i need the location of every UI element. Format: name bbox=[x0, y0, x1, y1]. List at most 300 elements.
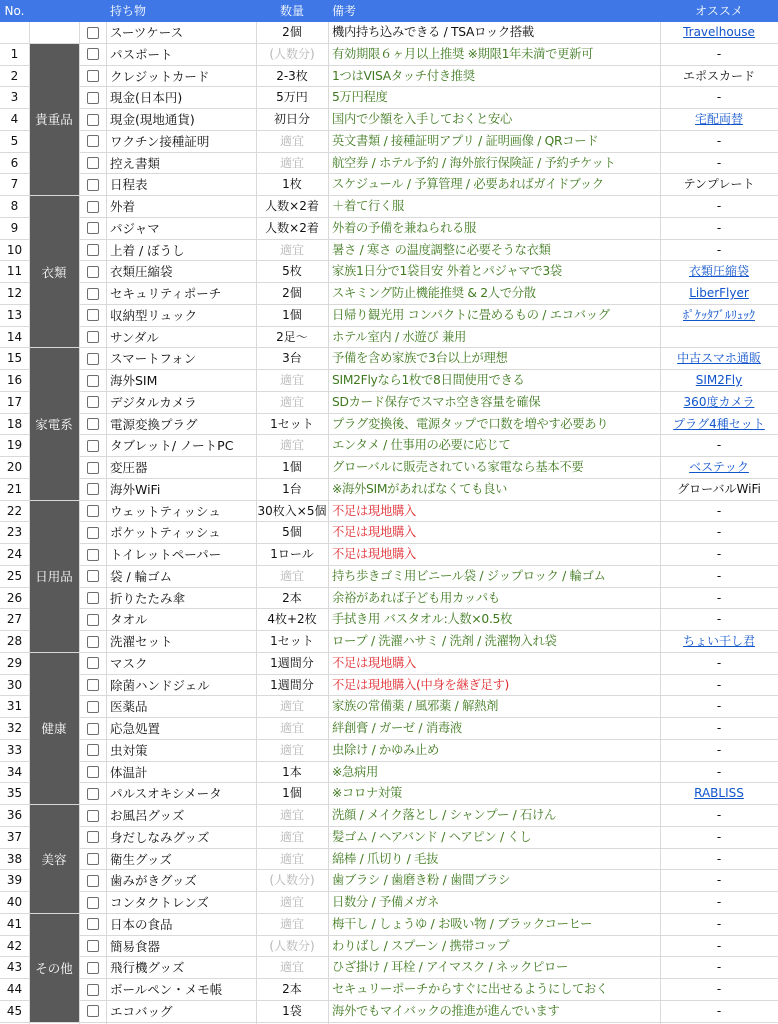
note: セキュリーポーチからすぐに出せるようにしておく bbox=[332, 982, 608, 996]
recommend: - bbox=[716, 46, 722, 61]
packed-checkbox[interactable] bbox=[87, 201, 99, 213]
quantity: 適宜 bbox=[279, 438, 304, 453]
checkbox-cell bbox=[79, 305, 106, 327]
row-number: 5 bbox=[10, 133, 19, 148]
header-checkbox bbox=[29, 0, 106, 22]
packed-checkbox[interactable] bbox=[87, 570, 99, 582]
note: 洗顔 / メイク落とし / シャンプー / 石けん bbox=[332, 808, 557, 822]
quantity: 2個 bbox=[282, 25, 302, 39]
checkbox-cell bbox=[79, 87, 106, 109]
recommend: - bbox=[716, 590, 722, 605]
item-name: 収納型リュック bbox=[110, 307, 198, 323]
item-name: セキュリティポーチ bbox=[110, 286, 222, 301]
row-number: 21 bbox=[6, 481, 23, 496]
recommend: - bbox=[716, 655, 722, 670]
packed-checkbox[interactable] bbox=[87, 636, 99, 648]
packed-checkbox[interactable] bbox=[87, 396, 99, 408]
item-name: 身だしなみグッズ bbox=[110, 829, 210, 845]
recommend: - bbox=[716, 612, 722, 627]
recommend: - bbox=[716, 982, 722, 996]
note: 暑さ / 寒さ の温度調整に必要そうな衣類 bbox=[332, 242, 551, 257]
note: 手拭き用 バスタオル:人数×0.5枚 bbox=[332, 612, 513, 627]
packed-checkbox[interactable] bbox=[87, 353, 99, 365]
packed-checkbox[interactable] bbox=[87, 679, 99, 691]
checkbox-cell bbox=[79, 174, 106, 196]
checkbox-cell bbox=[79, 435, 106, 457]
packed-checkbox[interactable] bbox=[87, 462, 99, 474]
checkbox-cell bbox=[79, 609, 106, 631]
item-name: 海外WiFi bbox=[110, 481, 161, 497]
item-name: 除菌ハンドジェル bbox=[110, 677, 210, 693]
packed-checkbox[interactable] bbox=[87, 244, 99, 256]
column-divider bbox=[29, 22, 30, 1024]
checkbox-cell bbox=[79, 479, 106, 501]
row-number: 28 bbox=[6, 634, 23, 648]
quantity: 30枚入×5個 bbox=[257, 503, 327, 518]
column-divider bbox=[256, 22, 257, 1024]
packed-checkbox[interactable] bbox=[87, 309, 99, 321]
note: ＋着て行く服 bbox=[332, 199, 404, 213]
row-number: 11 bbox=[6, 264, 23, 279]
item-name: 外着 bbox=[110, 199, 136, 214]
item-name: 袋 / 輪ゴム bbox=[110, 568, 173, 584]
quantity: 1セット bbox=[270, 416, 314, 431]
row-number: 33 bbox=[6, 742, 23, 757]
checkbox-cell bbox=[79, 740, 106, 762]
note: プラグ変換後、電源タップで口数を増やす必要あり bbox=[332, 416, 609, 431]
recommend: - bbox=[716, 808, 722, 822]
note: わりばし / スプーン / 携帯コップ bbox=[332, 938, 510, 953]
checkbox-cell bbox=[79, 544, 106, 566]
packed-checkbox[interactable] bbox=[87, 657, 99, 669]
recommend: - bbox=[716, 829, 722, 844]
item-name: 変圧器 bbox=[110, 460, 148, 475]
row-number: 39 bbox=[6, 873, 23, 888]
recommend: - bbox=[716, 547, 722, 561]
checkbox-cell bbox=[79, 196, 106, 218]
item-name: 上着 / ぼうし bbox=[110, 242, 185, 258]
row-number: 18 bbox=[6, 416, 23, 431]
note: 持ち歩きゴミ用ビニール袋 / ジップロック / 輪ゴム bbox=[332, 568, 606, 583]
packed-checkbox[interactable] bbox=[87, 222, 99, 234]
item-name: スーツケース bbox=[110, 25, 184, 40]
recommend: - bbox=[716, 764, 722, 779]
packed-checkbox[interactable] bbox=[87, 92, 99, 104]
row-number: 1 bbox=[10, 46, 19, 61]
packed-checkbox[interactable] bbox=[87, 135, 99, 147]
checkbox-cell bbox=[79, 131, 106, 153]
packed-checkbox[interactable] bbox=[87, 483, 99, 495]
quantity: 適宜 bbox=[279, 808, 304, 822]
checkbox-cell bbox=[79, 653, 106, 675]
quantity: 適宜 bbox=[279, 742, 304, 757]
quantity: 1個 bbox=[282, 460, 302, 474]
packed-checkbox[interactable] bbox=[87, 505, 99, 517]
checkbox-cell bbox=[79, 370, 106, 392]
note: 綿棒 / 爪切り / 毛抜 bbox=[332, 851, 439, 866]
packed-checkbox[interactable] bbox=[87, 614, 99, 626]
checkbox-cell bbox=[79, 566, 106, 588]
note: ※急病用 bbox=[332, 764, 378, 779]
item-name: タオル bbox=[110, 612, 148, 628]
packed-checkbox[interactable] bbox=[87, 766, 99, 778]
note: 虫除け / かゆみ止め bbox=[332, 742, 440, 757]
item-name: ウェットティッシュ bbox=[110, 503, 221, 519]
recommend: - bbox=[716, 90, 722, 105]
packed-checkbox[interactable] bbox=[87, 592, 99, 604]
quantity: 適宜 bbox=[279, 851, 304, 866]
quantity: 適宜 bbox=[279, 699, 304, 714]
row-number bbox=[0, 22, 29, 44]
item-name: タブレット/ ノートPC bbox=[110, 438, 234, 454]
row-number: 13 bbox=[6, 307, 23, 322]
item-name: 電源変換プラグ bbox=[110, 416, 198, 432]
row-number: 25 bbox=[6, 568, 23, 583]
item-name: 飛行機グッズ bbox=[110, 960, 185, 976]
row-number: 40 bbox=[6, 895, 23, 909]
packed-checkbox[interactable] bbox=[87, 853, 99, 865]
row-number: 41 bbox=[6, 916, 23, 931]
item-name: 歯みがきグッズ bbox=[110, 873, 197, 889]
checkbox-cell bbox=[79, 283, 106, 305]
note: 英文書類 / 接種証明アプリ / 証明画像 / QRコード bbox=[332, 133, 599, 148]
packed-checkbox[interactable] bbox=[87, 375, 99, 387]
quantity: 1枚 bbox=[282, 177, 302, 192]
quantity: 適宜 bbox=[279, 133, 304, 148]
column-divider bbox=[106, 22, 107, 1024]
quantity: 適宜 bbox=[279, 373, 304, 387]
quantity: 5枚 bbox=[282, 264, 302, 279]
note: 家族の常備薬 / 風邪薬 / 解熱剤 bbox=[332, 699, 499, 714]
item-name: お風呂グッズ bbox=[110, 808, 185, 823]
note: ロープ / 洗濯ハサミ / 洗剤 / 洗濯物入れ袋 bbox=[332, 634, 557, 648]
category-label: 日用品 bbox=[29, 501, 79, 652]
header-qty: 数量 bbox=[256, 0, 328, 22]
recommend bbox=[660, 327, 778, 349]
quantity: (人数分) bbox=[269, 938, 315, 953]
packed-checkbox[interactable] bbox=[87, 418, 99, 430]
checkbox-cell bbox=[79, 936, 106, 958]
checkbox-cell bbox=[79, 501, 106, 523]
packed-checkbox[interactable] bbox=[87, 440, 99, 452]
recommend: - bbox=[716, 503, 722, 518]
checkbox-cell bbox=[79, 892, 106, 914]
row-number: 45 bbox=[6, 1003, 23, 1018]
recommend-link[interactable]: 中古スマホ通販 bbox=[677, 351, 761, 366]
recommend: - bbox=[716, 916, 722, 931]
recommend: エポスカード bbox=[682, 68, 755, 83]
category-label: 家電系 bbox=[29, 348, 79, 499]
row-number: 31 bbox=[6, 699, 23, 714]
packed-checkbox[interactable] bbox=[87, 875, 99, 887]
row-number: 27 bbox=[6, 612, 23, 627]
note: 国内で少額を入手しておくと安心 bbox=[332, 112, 512, 126]
item-name: 控え書類 bbox=[110, 155, 161, 171]
header-no: No. bbox=[0, 0, 29, 22]
checkbox-cell bbox=[79, 805, 106, 827]
row-number: 2 bbox=[10, 68, 19, 83]
recommend: - bbox=[716, 155, 722, 170]
quantity: 1週間分 bbox=[270, 677, 314, 692]
checkbox-cell bbox=[79, 696, 106, 718]
packed-checkbox[interactable] bbox=[87, 48, 99, 60]
row-number: 30 bbox=[6, 677, 23, 692]
packed-checkbox[interactable] bbox=[87, 962, 99, 974]
packed-checkbox[interactable] bbox=[87, 27, 99, 39]
row-number: 7 bbox=[10, 177, 19, 192]
item-name: コンタクトレンズ bbox=[110, 895, 209, 910]
note: 不足は現地購入 bbox=[332, 525, 416, 540]
row-number: 36 bbox=[6, 808, 23, 822]
quantity: 5個 bbox=[282, 525, 302, 540]
recommend-link[interactable]: 360度カメラ bbox=[683, 394, 755, 409]
recommend: - bbox=[716, 1003, 722, 1018]
quantity: 2本 bbox=[282, 982, 302, 996]
note: 梅干し / しょうゆ / お吸い物 / ブラックコーヒー bbox=[332, 916, 593, 931]
quantity: 2個 bbox=[282, 286, 302, 300]
quantity: 人数×2着 bbox=[265, 199, 319, 213]
recommend-link[interactable]: ちょい干し君 bbox=[682, 634, 755, 648]
row-number: 10 bbox=[6, 242, 23, 257]
packed-checkbox[interactable] bbox=[87, 288, 99, 300]
note: SDカード保存でスマホ空き容量を確保 bbox=[332, 394, 541, 409]
checkbox-cell bbox=[79, 588, 106, 610]
packed-checkbox[interactable] bbox=[87, 810, 99, 822]
item-name: ポケットティッシュ bbox=[110, 525, 221, 541]
recommend: テンプレート bbox=[683, 177, 755, 192]
checkbox-cell bbox=[79, 827, 106, 849]
note: ※コロナ対策 bbox=[332, 786, 402, 801]
note: 髪ゴム / ヘアバンド / ヘアピン / くし bbox=[332, 829, 532, 844]
recommend-link[interactable]: SIM2Fly bbox=[695, 373, 743, 387]
row-number: 22 bbox=[6, 503, 23, 518]
item-name: パルスオキシメータ bbox=[110, 786, 222, 802]
note: 日帰り観光用 コンパクトに畳めるもの / エコバッグ bbox=[332, 307, 610, 322]
quantity: 2足〜 bbox=[276, 329, 308, 344]
note: ひざ掛け / 耳栓 / アイマスク / ネックピロー bbox=[332, 960, 569, 975]
row-number: 35 bbox=[6, 786, 23, 801]
packed-checkbox[interactable] bbox=[87, 527, 99, 539]
recommend: - bbox=[716, 721, 722, 735]
quantity: 適宜 bbox=[279, 829, 304, 844]
row-divider bbox=[0, 1022, 778, 1023]
recommend: - bbox=[716, 873, 722, 888]
quantity: 適宜 bbox=[279, 155, 304, 170]
quantity: 初日分 bbox=[273, 112, 310, 126]
note: 歯ブラシ / 歯磨き粉 / 歯間ブラシ bbox=[332, 873, 511, 888]
item-name: パジャマ bbox=[110, 220, 160, 236]
row-number: 14 bbox=[6, 329, 23, 344]
item-name: ワクチン接種証明 bbox=[110, 133, 210, 149]
checkbox-cell bbox=[79, 522, 106, 544]
quantity: 1週間分 bbox=[270, 655, 314, 670]
checkbox-cell bbox=[79, 718, 106, 740]
row-number: 32 bbox=[6, 721, 23, 735]
checkbox-cell bbox=[79, 457, 106, 479]
item-name: 海外SIM bbox=[110, 373, 158, 388]
row-number: 3 bbox=[10, 90, 19, 105]
recommend: - bbox=[716, 677, 722, 692]
note: 5万円程度 bbox=[332, 90, 388, 105]
item-name: 虫対策 bbox=[110, 742, 148, 758]
recommend: - bbox=[716, 960, 722, 975]
item-name: 現金(現地通貨) bbox=[110, 112, 195, 127]
note: ※海外SIMがあればなくても良い bbox=[332, 481, 508, 496]
recommend-link[interactable]: プラグ4種セット bbox=[673, 416, 765, 431]
recommend: - bbox=[716, 699, 722, 714]
packed-checkbox[interactable] bbox=[87, 157, 99, 169]
quantity: (人数分) bbox=[269, 46, 315, 61]
quantity: 3台 bbox=[282, 351, 302, 366]
recommend-link[interactable]: LiberFlyer bbox=[689, 286, 749, 300]
row-number: 37 bbox=[6, 829, 23, 844]
item-name: 体温計 bbox=[110, 764, 148, 780]
recommend: - bbox=[716, 242, 722, 257]
checkbox-cell bbox=[79, 870, 106, 892]
quantity: 1本 bbox=[282, 764, 302, 779]
recommend-link[interactable]: 宅配両替 bbox=[694, 112, 743, 126]
quantity: (人数分) bbox=[269, 873, 315, 888]
checkbox-cell bbox=[79, 22, 106, 44]
item-name: パスポート bbox=[110, 46, 173, 62]
recommend-link[interactable]: 衣類圧縮袋 bbox=[688, 264, 749, 279]
checkbox-cell bbox=[79, 327, 106, 349]
row-number: 20 bbox=[6, 460, 23, 474]
quantity: 2-3枚 bbox=[276, 68, 308, 83]
packed-checkbox[interactable] bbox=[87, 266, 99, 278]
item-name: サンダル bbox=[110, 329, 159, 345]
recommend: - bbox=[716, 199, 722, 213]
packed-checkbox[interactable] bbox=[87, 549, 99, 561]
item-name: スマートフォン bbox=[110, 351, 197, 367]
row-number: 9 bbox=[10, 220, 19, 235]
packed-checkbox[interactable] bbox=[87, 179, 99, 191]
quantity: 適宜 bbox=[279, 721, 304, 735]
row-number: 8 bbox=[10, 199, 19, 213]
checkbox-cell bbox=[79, 849, 106, 871]
row-number: 12 bbox=[6, 286, 23, 300]
recommend-link[interactable]: Travelhouse bbox=[683, 25, 755, 39]
note: 機内持ち込みできる / TSAロック搭載 bbox=[332, 25, 534, 39]
packed-checkbox[interactable] bbox=[87, 114, 99, 126]
row-number: 42 bbox=[6, 938, 23, 953]
note: 絆創膏 / ガーゼ / 消毒液 bbox=[332, 721, 462, 735]
row-number: 44 bbox=[6, 982, 23, 996]
packed-checkbox[interactable] bbox=[87, 331, 99, 343]
category-label: 健康 bbox=[29, 653, 79, 804]
header-note: 備考 bbox=[328, 0, 660, 22]
recommend: グローバルWiFi bbox=[677, 481, 761, 496]
checkbox-cell bbox=[79, 240, 106, 262]
packed-checkbox[interactable] bbox=[87, 940, 99, 952]
packed-checkbox[interactable] bbox=[87, 984, 99, 996]
note: ホテル室内 / 水遊び 兼用 bbox=[332, 329, 467, 344]
row-number: 38 bbox=[6, 851, 23, 866]
category-label: その他 bbox=[29, 914, 79, 1022]
recommend: - bbox=[716, 851, 722, 866]
quantity: 1個 bbox=[282, 786, 302, 801]
column-divider bbox=[328, 22, 329, 1024]
quantity: 適宜 bbox=[279, 960, 304, 975]
item-name: 日程表 bbox=[110, 177, 148, 193]
packed-checkbox[interactable] bbox=[87, 744, 99, 756]
item-name: 応急処置 bbox=[110, 721, 161, 736]
packed-checkbox[interactable] bbox=[87, 723, 99, 735]
recommend: - bbox=[716, 525, 722, 540]
quantity: 1個 bbox=[282, 307, 302, 322]
row-number: 24 bbox=[6, 547, 23, 561]
note: 日数分 / 予備メガネ bbox=[332, 895, 440, 909]
checkbox-cell bbox=[79, 44, 106, 66]
packed-checkbox[interactable] bbox=[87, 918, 99, 930]
item-name: トイレットペーパー bbox=[110, 547, 222, 562]
category-label: 衣類 bbox=[29, 196, 79, 347]
recommend: - bbox=[716, 895, 722, 909]
row-number: 23 bbox=[6, 525, 23, 540]
item-name: ボールペン・メモ帳 bbox=[110, 982, 223, 997]
packed-checkbox[interactable] bbox=[87, 1005, 99, 1017]
row-number: 19 bbox=[6, 438, 23, 453]
quantity: 2本 bbox=[282, 590, 302, 605]
packed-checkbox[interactable] bbox=[87, 788, 99, 800]
note: 海外でもマイバックの推進が進んでいます bbox=[332, 1003, 560, 1018]
checkbox-cell bbox=[79, 109, 106, 131]
recommend: - bbox=[716, 742, 722, 757]
checkbox-cell bbox=[79, 66, 106, 88]
checkbox-cell bbox=[79, 414, 106, 436]
note: 余裕があれば子ども用カッパも bbox=[332, 590, 500, 605]
note: 不足は現地購入(中身を継ぎ足す) bbox=[332, 677, 509, 692]
checkbox-cell bbox=[79, 261, 106, 283]
note: SIM2Flyなら1枚で8日間使用できる bbox=[332, 373, 525, 387]
packed-checkbox[interactable] bbox=[87, 701, 99, 713]
item-name: 衣類圧縮袋 bbox=[110, 264, 173, 280]
note: 予備を含め家族で3台以上が理想 bbox=[332, 351, 508, 366]
recommend-link[interactable]: ベステック bbox=[689, 460, 749, 474]
quantity: 1ロール bbox=[270, 547, 314, 561]
packed-checkbox[interactable] bbox=[87, 831, 99, 843]
checkbox-cell bbox=[79, 392, 106, 414]
note: グローバルに販売されている家電なら基本不要 bbox=[332, 460, 584, 474]
recommend-link[interactable]: RABLISS bbox=[694, 786, 744, 801]
row-number: 4 bbox=[10, 112, 19, 126]
packed-checkbox[interactable] bbox=[87, 897, 99, 909]
quantity: 適宜 bbox=[279, 916, 304, 931]
note: 1つはVISAタッチ付き推奨 bbox=[332, 68, 475, 83]
quantity: 1袋 bbox=[282, 1003, 302, 1018]
recommend-link[interactable]: ﾎﾟｹｯﾀﾌﾞﾙﾘｭｯｸ bbox=[682, 307, 755, 322]
row-number: 34 bbox=[6, 764, 23, 779]
checkbox-cell bbox=[79, 783, 106, 805]
quantity: 4枚+2枚 bbox=[267, 612, 317, 627]
item-name: クレジットカード bbox=[110, 68, 210, 84]
packed-checkbox[interactable] bbox=[87, 70, 99, 82]
checkbox-cell bbox=[79, 675, 106, 697]
header-recommend: オススメ bbox=[660, 0, 778, 22]
checkbox-cell bbox=[79, 979, 106, 1001]
quantity: 5万円 bbox=[276, 90, 308, 105]
quantity: 1台 bbox=[282, 481, 302, 496]
quantity: 1セット bbox=[270, 634, 314, 648]
row-number: 17 bbox=[6, 394, 23, 409]
row-number: 6 bbox=[10, 155, 19, 170]
row-number: 26 bbox=[6, 590, 23, 605]
row-number: 43 bbox=[6, 960, 23, 975]
note: スキミング防止機能推奨 & 2人で分散 bbox=[332, 286, 536, 300]
quantity: 適宜 bbox=[279, 568, 304, 583]
category-label: 貴重品 bbox=[29, 44, 79, 195]
checkbox-cell bbox=[79, 762, 106, 784]
